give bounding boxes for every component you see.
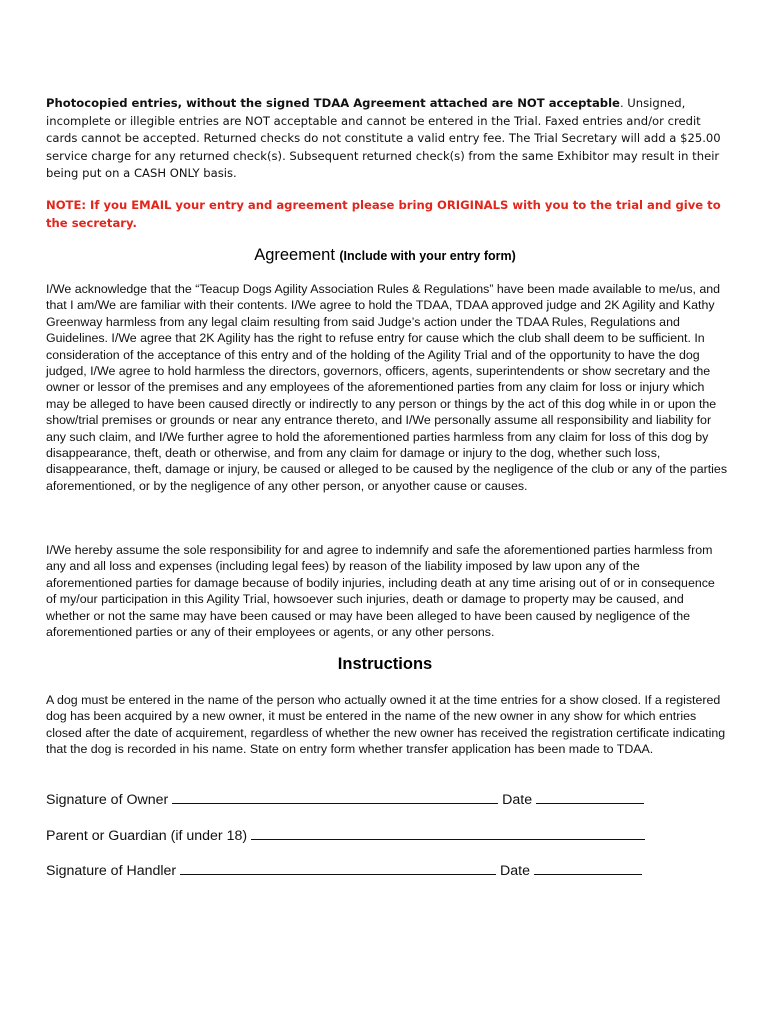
instructions-paragraph	[46, 692, 730, 758]
handler-signature-row	[46, 861, 642, 879]
owner-signature-label: Signature of Owner	[46, 792, 169, 808]
guardian-signature-line[interactable]	[251, 826, 645, 840]
instructions-heading	[0, 655, 770, 674]
instructions-text: A dog must be entered in the name of the person who actually owned it at the time entries for a show closed. If a registered dog has been acquired by a new owner, it must be entered in the name of the new owner in any show for which entries closed after the date of acquirement, regardless of whether the new owner has received the registration certificate indicating that the dog is recorded in his name. State on entry form whether transfer application has been made to TDAA.	[46, 693, 726, 757]
agreement-text-1: I/We acknowledge that the “Teacup Dogs Agility Association Rules & Regulations” have been made available to me/us, and that I am/We are familiar with their contents. I/We agree to hold the TDAA, TDAA approved judge and 2K Agility and Kathy Greenway harmless from any legal claim resulting from said Judge’s action under the TDAA Rules, Regulations and Guidelines. I/We agree that 2K Agility has the right to refuse entry for cause which the club shall deem to be sufficient. In consideration of the acceptance of this entry and of the holding of the Agility Trial and of the opportunity to have the dog judged, I/We agree to hold harmless the directors, governors, officers, agents, superintendents or show secretary and the owner or lessor of the premises and any employees of the aforementioned parties from any claim for loss or injury which may be alleged to have been caused directly or indirectly to any person or things by the act of this dog while in or upon the show/trial premises or grounds or near any entrance thereto, and I/We personally assume all responsibility and liability for any such claim, and I/We further agree to hold the aforementioned parties harmless from any claim for loss of this dog by disappearance, theft, death or otherwise, and from any claim for damage or injury to the dog, whether such loss, disappearance, theft, damage or injury, be caused or alleged to be caused by the negligence of the club or any of the parties aforementioned, or by the negligence of any other person, or anyother cause or causes.	[46, 282, 728, 493]
entries-paragraph	[46, 95, 726, 183]
handler-date-label: Date	[500, 863, 531, 879]
handler-signature-line[interactable]	[180, 861, 496, 875]
owner-date-line[interactable]	[536, 790, 644, 804]
entries-bold-lead: Photocopied entries, without the signed TDAA Agreement attached are NOT acceptable	[46, 96, 620, 110]
agreement-paragraph-1	[46, 281, 728, 494]
owner-date-label: Date	[502, 792, 533, 808]
agreement-paragraph-2	[46, 542, 728, 640]
guardian-signature-label: Parent or Guardian (if under 18)	[46, 828, 248, 844]
guardian-signature-row	[46, 826, 645, 844]
agreement-text-2: I/We hereby assume the sole responsibility for and agree to indemnify and safe the aforementioned parties harmless from any and all loss and expenses (including legal fees) by reason of the liability imposed by law upon any of the aforementioned parties for damage because of bodily injuries, including death at any time arising out of or in consequence of my/our participation in this Agility Trial, howsoever such injuries, death or damage to property may be caused, and whether or not the same may have been caused or may have been alleged to have been caused by negligence of the aforementioned parties or any of their employees or agents, or any other persons.	[46, 543, 715, 640]
handler-signature-label: Signature of Handler	[46, 863, 177, 879]
agreement-heading	[0, 246, 770, 265]
note-text: NOTE: If you EMAIL your entry and agreement please bring ORIGINALS with you to the trial and give to the secretary.	[46, 198, 721, 230]
instructions-title: Instructions	[337, 655, 433, 673]
handler-date-line[interactable]	[534, 861, 642, 875]
owner-signature-line[interactable]	[172, 790, 498, 804]
entries-text: . Unsigned, incomplete or illegible entries are NOT acceptable and cannot be entered in the Trial. Faxed entries and/or credit cards cannot be accepted. Returned checks do not constitute a valid entry fee. The Trial Secretary will add a $25.00 service charge for any returned check(s). Subsequent returned check(s) from the same Exhibitor may result in their being put on a CASH ONLY basis.	[46, 96, 721, 181]
email-note	[46, 197, 726, 232]
agreement-subtitle: (Include with your entry form)	[339, 249, 516, 263]
owner-signature-row	[46, 790, 644, 808]
agreement-title: Agreement	[254, 246, 335, 264]
